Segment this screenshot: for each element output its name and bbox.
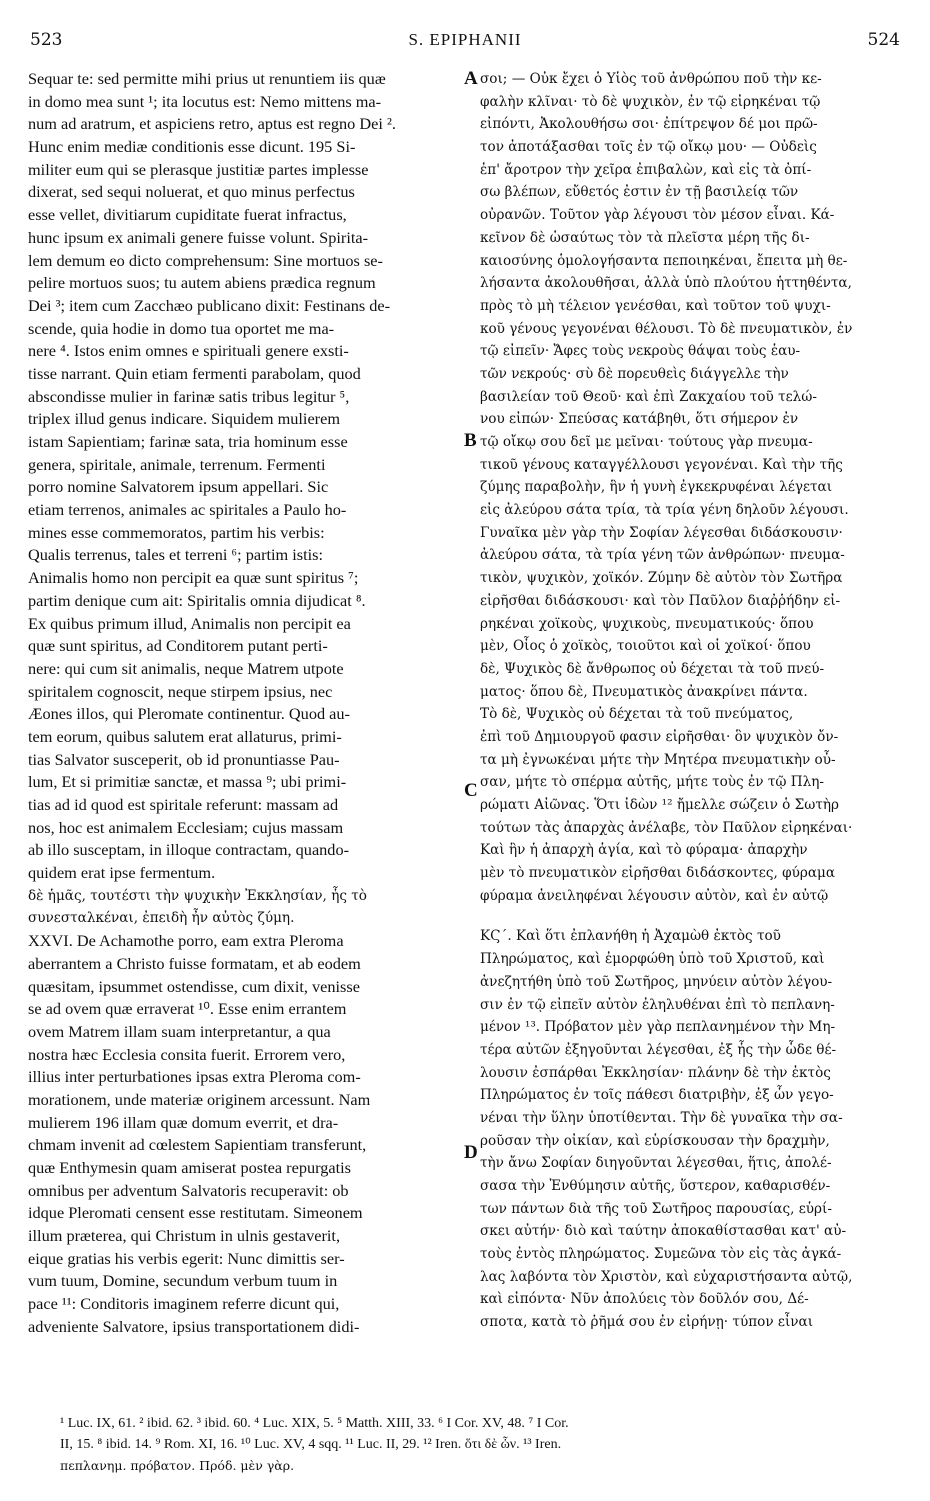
text-line: βασιλείαν τοῦ Θεοῦ· καὶ ἐπὶ Ζακχαίου τοῦ τελώ- [480, 388, 817, 405]
text-line: συνεσταλκέναι, ἐπειδὴ ἦν αὐτὸς ζύμη. [28, 910, 295, 927]
text-line: τοὺς ἐντὸς πληρώματος. Συμεῶνα τὸν εἰς τὰς ἀγκά- [480, 1246, 842, 1263]
text-line: Sequar te: sed permitte mihi prius ut renuntiem iis quæ [28, 69, 386, 88]
text-line: aberrantem a Christo fuisse formatam, et ab eodem [28, 953, 361, 973]
text-line: omnibus per adventum Salvatoris recuperavit: ob [28, 1180, 349, 1200]
text-line: λας λαβόντα τὸν Χριστὸν, καὶ εὐχαριστήσαντα αὐτῷ, [480, 1268, 853, 1285]
text-line: Hunc enim mediæ conditionis esse dicunt. 195 Si- [28, 137, 356, 157]
text-line: adveniente Salvatore, ipsius transportationem didi- [28, 1316, 360, 1336]
text-line: εἰρῆσθαι διδάσκουσι· καὶ τὸν Παῦλον διαῤῥήδην εἰ- [480, 592, 841, 609]
text-line: se ad ovem quæ erraverat ¹⁰. Esse enim errantem [28, 999, 347, 1019]
text-line: lum, Et si primitiæ sanctæ, et massa ⁹; ubi primi- [28, 772, 347, 792]
text-line: eique gratias his verbis egerit: Nunc dimittis ser- [28, 1248, 345, 1268]
text-line: λήσαντα ἀκολουθῆσαι, ἀλλὰ ὑπὸ πλούτου ἡττηθέντα, [480, 275, 852, 292]
text-line: δὲ ἡμᾶς, τουτέστι τὴν ψυχικὴν Ἐκκλησίαν, ἧς τὸ [28, 887, 367, 904]
text-line: τον ἀποτάξασθαι τοῖς ἐν τῷ οἴκῳ μου· — Οὐδεὶς [480, 139, 817, 156]
text-line: εἰπόντι, Ἀκολουθήσω σοι· ἐπίτρεψον δέ μοι πρῶ- [480, 116, 818, 133]
running-title: S. EPIPHANII [408, 30, 522, 49]
text-line: esse vellet, divitiarum cupiditate fuerat infractus, [28, 205, 347, 225]
text-line: τικὸν, ψυχικὸν, χοϊκόν. Ζύμην δὲ αὐτὸν τὸν Σωτῆρα [480, 570, 843, 587]
text-line: τέρα αὐτῶν ἐξηγοῦνται λέγεσθαι, ἐξ ἧς τὴν ὧδε θέ- [480, 1041, 837, 1058]
text-line: λουσιν ἐσπάρθαι Ἐκκλησίαν· πλάνην δὲ τὴν ἐκτὸς [480, 1064, 831, 1081]
text-line: ρώματι Αἰῶνας. Ὅτι ἰδὼν ¹² ἤμελλε σώζειν ὁ Σωτὴρ [480, 797, 840, 813]
page-number-right: 524 [867, 30, 900, 50]
text-line: istam Sapientiam; farinæ sata, tria hominum esse [28, 432, 348, 451]
text-line: Qualis terrenus, tales et terreni ⁶; partim istis: [28, 545, 324, 565]
text-line: pace ¹¹: Conditoris imaginem referre dicunt qui, [28, 1294, 340, 1314]
text-line: Τὸ δὲ, Ψυχικὸς οὐ δέχεται τὰ τοῦ πνεύματος, [480, 706, 794, 723]
text-line: Ex quibus primum illud, Animalis non percipit ea [28, 613, 351, 633]
text-line: τῶν νεκρούς· σὺ δὲ πορευθεὶς διάγγελλε τὴν [480, 365, 789, 382]
text-line: σποτα, κατὰ τὸ ῥῆμά σου ἐν εἰρήνῃ· τύπον εἶναι [480, 1314, 814, 1331]
text-line: τικοῦ γένους καταγγέλλουσι γεγονέναι. Καὶ τὴν τῆς [480, 456, 843, 473]
text-line: chmam invenit ad cœlestem Sapientiam transferunt, [28, 1135, 367, 1155]
text-line: τα μὴ ἐγνωκέναι μήτε τὴν Μητέρα πνευματικὴν οὖ- [480, 751, 836, 768]
text-line: spiritalem cognoscit, neque stirpem ipsius, nec [28, 681, 333, 701]
margin-marker-a: A [464, 68, 478, 89]
text-line: Καὶ ἣν ἡ ἀπαρχὴ ἁγία, καὶ τὸ φύραμα· ἀπαρχὴν [480, 842, 808, 859]
margin-marker-b: B [464, 430, 477, 451]
text-line: illum præterea, qui Christum in ulnis gestaverit, [28, 1226, 341, 1246]
text-line: num ad aratrum, et aspiciens retro, aptus est regno Dei ². [28, 114, 396, 134]
text-line: Πληρώματος, καὶ ἐμορφώθη ὑπὸ τοῦ Χριστοῦ, καὶ [480, 951, 825, 968]
text-line: νου εἰπών· Σπεύσας κατάβηθι, ὅτι σήμερον ἐν [480, 411, 799, 428]
text-line: σω βλέπων, εὔθετός ἐστιν ἐν τῇ βασιλείᾳ τῶν [480, 184, 799, 201]
text-line: tias Salvator susceperit, ob id pronuntiasse Pau- [28, 749, 340, 769]
greek-text-block-2 [480, 925, 904, 1333]
text-line: nos, hoc est animalem Ecclesiam; cujus massam [28, 817, 344, 837]
text-line: καιοσύνης ὁμολογήσαντα πεποιηκέναι, ἔπειτα μὴ θε- [480, 252, 848, 269]
text-line: ἀνεζητήθη ὑπὸ τοῦ Σωτῆρος, μηνύειν αὐτὸν λέγου- [480, 973, 833, 990]
text-line: σκει αὐτήν· διὸ καὶ ταύτην ἀποκαθίστασθαι κατ' αὐ- [480, 1223, 847, 1240]
text-line: ζύμης παραβολὴν, ἣν ἡ γυνὴ ἐγκεκρυφέναι λέγεται [480, 479, 833, 496]
latin-text-block-2 [28, 930, 462, 1338]
text-line: XXVI. De Achamothe porro, eam extra Pleroma [28, 931, 344, 951]
text-line: etiam terrenos, animales ac spiritales a Paulo ho- [28, 500, 347, 520]
latin-column [28, 68, 462, 1339]
text-line: quæ Enthymesin quam amiserat postea repurgatis [28, 1158, 351, 1177]
text-line: φύραμα ἀνειληφέναι λέγουσιν αὐτὸν, καὶ ἐν αὐτῷ [480, 887, 829, 904]
text-line: ΚϚ΄. Καὶ ὅτι ἐπλανήθη ἡ Ἀχαμὼθ ἐκτὸς τοῦ [480, 928, 781, 945]
text-line: τὴν ἄνω Σοφίαν διηγοῦνται λέγεσθαι, ἥτις, ἀπολέ- [480, 1155, 832, 1172]
text-line: τῷ οἴκῳ σου δεῖ με μεῖναι· τούτους γὰρ πνευμα- [480, 434, 813, 450]
text-line: τούτων τὰς ἀπαρχὰς ἀνέλαβε, τὸν Παῦλον εἰρηκέναι· [480, 819, 853, 836]
text-line: vum tuum, Domine, secundum verbum tuum in [28, 1271, 338, 1291]
text-line: οὐρανῶν. Τοῦτον γὰρ λέγουσι τὸν μέσον εἶναι. Κά- [480, 207, 835, 224]
margin-marker-c: C [464, 780, 478, 801]
text-line: dixerat, sed sequi noluerat, et quo minus perfectus [28, 182, 355, 202]
text-line: κοῦ γένους γεγονέναι θέλουσι. Τὸ δὲ πνευματικὸν, ἐν [480, 320, 853, 337]
text-line: nere ⁴. Istos enim omnes e spirituali genere exsti- [28, 341, 349, 361]
text-line: ab illo susceptam, in illoque contractam, quando- [28, 840, 350, 860]
text-line: militer eum qui se plerasque justitiæ partes implesse [28, 159, 369, 179]
latin-greek-tail [28, 885, 462, 930]
text-line: tem eorum, quibus salutem erat allaturus, primi- [28, 726, 342, 746]
text-line: idque Pleromati censent esse restitutam. Simeonem [28, 1203, 363, 1223]
text-line: nostra hæc Ecclesia consita fuerit. Errorem vero, [28, 1044, 346, 1064]
text-line: nere: qui cum sit animalis, neque Matrem utpote [28, 658, 344, 678]
text-line: μένον ¹³. Πρόβατον μὲν γὰρ πεπλανημένον τὴν Μη- [480, 1019, 836, 1036]
text-line: ovem Matrem illam suam interpretantur, a qua [28, 1021, 331, 1041]
footnote-line: II, 15. ⁸ ibid. 14. ⁹ Rom. XI, 16. ¹⁰ Luc. XV, 4 sqq. ¹¹ Luc. II, 29. ¹² Iren. ὅτι δὲ ὧν. ¹³ Iren. [60, 1437, 562, 1452]
text-line: quæ sunt spiritus, ad Conditorem putant perti- [28, 636, 328, 656]
footnote-line: πεπλανημ. πρόβατον. Πρόδ. μὲν γὰρ. [60, 1458, 295, 1473]
text-line: εἰς ἀλεύρου σάτα τρία, τὰ τρία γένη δηλοῦν λέγουσι. [480, 502, 849, 519]
text-line: ματος· ὅπου δὲ, Πνευματικὸς ἀνακρίνει πάντα. [480, 683, 808, 700]
text-line: Γυναῖκα μὲν γὰρ τὴν Σοφίαν λέγεσθαι διδάσκουσιν· [480, 524, 843, 541]
text-line: Animalis homo non percipit ea quæ sunt spiritus ⁷; [28, 568, 359, 588]
greek-text-block-1 [480, 68, 904, 907]
text-line: tias ad id quod est spiritale referunt: massam ad [28, 795, 339, 814]
text-line: scende, quia hodie in domo tua oportet me ma- [28, 318, 335, 338]
latin-text-block-1 [28, 68, 462, 885]
text-line: ἐπὶ τοῦ Δημιουργοῦ φασιν εἰρῆσθαι· ὃν ψυχικὸν ὄν- [480, 728, 839, 745]
text-line: quæsitam, ipsummet ostendisse, cum dixit, venisse [28, 976, 360, 996]
text-line: Dei ³; item cum Zacchæo publicano dixit: Festinans de- [28, 295, 391, 315]
margin-marker-d: D [464, 1142, 478, 1163]
text-line: ἐπ' ἄροτρον τὴν χεῖρα ἐπιβαλὼν, καὶ εἰς τὰ ὀπί- [480, 161, 812, 178]
text-line: πρὸς τὸ μὴ τέλειον γενέσθαι, καὶ τοῦτον τοῦ ψυχι- [480, 297, 831, 314]
text-line: Æones illos, qui Pleromate continentur. Quod au- [28, 704, 350, 724]
text-line: φαλὴν κλῖναι· τὸ δὲ ψυχικὸν, ἐν τῷ εἰρηκέναι τῷ [480, 93, 821, 110]
text-line: των πάντων διὰ τῆς τοῦ Σωτῆρος παρουσίας, εὑρί- [480, 1200, 832, 1217]
text-line: κεῖνον δὲ ὡσαύτως τὸν τὰ πλεῖστα μέρη τῆς δι- [480, 229, 810, 246]
text-line: καὶ εἰπόντα· Νῦν ἀπολύεις τὸν δοῦλόν σου, Δέ- [480, 1291, 809, 1308]
text-line: genera, spiritale, animale, terrenum. Fermenti [28, 454, 326, 474]
text-line: morationem, unde materiæ originem arcessunt. Nam [28, 1089, 371, 1109]
text-line: σαν, μήτε τὸ σπέρμα αὐτῆς, μήτε τοὺς ἐν τῷ Πλη- [480, 774, 824, 791]
text-line: abscondisse mulier in farinæ satis tribus legitur ⁵, [28, 386, 350, 406]
text-line: Πληρώματος ἐν τοῖς πάθεσι διατριβὴν, ἐξ ὧν γεγο- [480, 1087, 834, 1104]
text-line: μὲν, Οἷος ὁ χοϊκὸς, τοιοῦτοι καὶ οἱ χοϊκοί· ὅπου [480, 638, 811, 655]
text-line: σιν ἐν τῷ εἰπεῖν αὐτὸν ἐληλυθέναι ἐπὶ τὸ πεπλανη- [480, 996, 835, 1013]
text-line: triplex illud genus indicare. Siquidem mulierem [28, 409, 340, 429]
text-line: τῷ εἰπεῖν· Ἄφες τοὺς νεκροὺς θάψαι τοὺς ἑαυ- [480, 343, 801, 360]
text-line: in domo mea sunt ¹; ita locutus est: Nemo mittens ma- [28, 91, 382, 111]
greek-column [480, 68, 904, 1334]
text-line: partim denique cum ait: Spiritalis omnia dijudicat ⁸. [28, 590, 366, 610]
footnotes [60, 1413, 910, 1476]
text-line: pelire mortuos suos; tu autem abiens prædica regnum [28, 273, 376, 293]
text-line: hunc ipsum ex animali genere fuisse volunt. Spirita- [28, 227, 369, 247]
text-line: lem demum eo dicto comprehensum: Sine mortuos se- [28, 250, 383, 270]
text-line: σασα τὴν Ἐνθύμησιν αὐτῆς, ὕστερον, καθαρισθέν- [480, 1178, 831, 1194]
text-line: quidem erat ipse fermentum. [28, 863, 216, 883]
text-line: μὲν τὸ πνευματικὸν εἰρῆσθαι διδάσκοντες, φύραμα [480, 865, 836, 882]
text-line: ρηκέναι χοϊκοὺς, ψυχικοὺς, πνευματικούς· ὅπου [480, 615, 814, 632]
text-line: tisse narrant. Quin etiam fermenti parabolam, quod [28, 363, 361, 383]
page-number-left: 523 [30, 30, 63, 50]
text-line: mulierem 196 illam quæ domum everrit, et dra- [28, 1112, 339, 1132]
text-line: ροῦσαν τὴν οἰκίαν, καὶ εὑρίσκουσαν τὴν δραχμὴν, [480, 1132, 830, 1149]
text-line: porro nomine Salvatorem ipsum appellari. Sic [28, 477, 329, 497]
footnote-line: ¹ Luc. IX, 61. ² ibid. 62. ³ ibid. 60. ⁴ Luc. XIX, 5. ⁵ Matth. XIII, 33. ⁶ I Cor. XV, 48. ⁷ I Cor. [60, 1416, 569, 1431]
text-line: νέναι τὴν ὕλην ὑποτίθενται. Τὴν δὲ γυναῖκα τὴν σα- [480, 1109, 843, 1126]
section-gap [480, 907, 904, 925]
text-line: ἀλεύρου σάτα, τὰ τρία γένη τῶν ἀνθρώπων· πνευμα- [480, 547, 845, 564]
text-line: illius inter perturbationes ipsas extra Pleroma com- [28, 1067, 361, 1087]
text-line: σοι; — Οὐκ ἔχει ὁ Υἱὸς τοῦ ἀνθρώπου ποῦ τὴν κε- [480, 71, 822, 87]
text-line: mines esse commemoratos, partim his verbis: [28, 522, 325, 542]
text-line: δὲ, Ψυχικὸς δὲ ἄνθρωπος οὐ δέχεται τὰ τοῦ πνεύ- [480, 660, 825, 677]
